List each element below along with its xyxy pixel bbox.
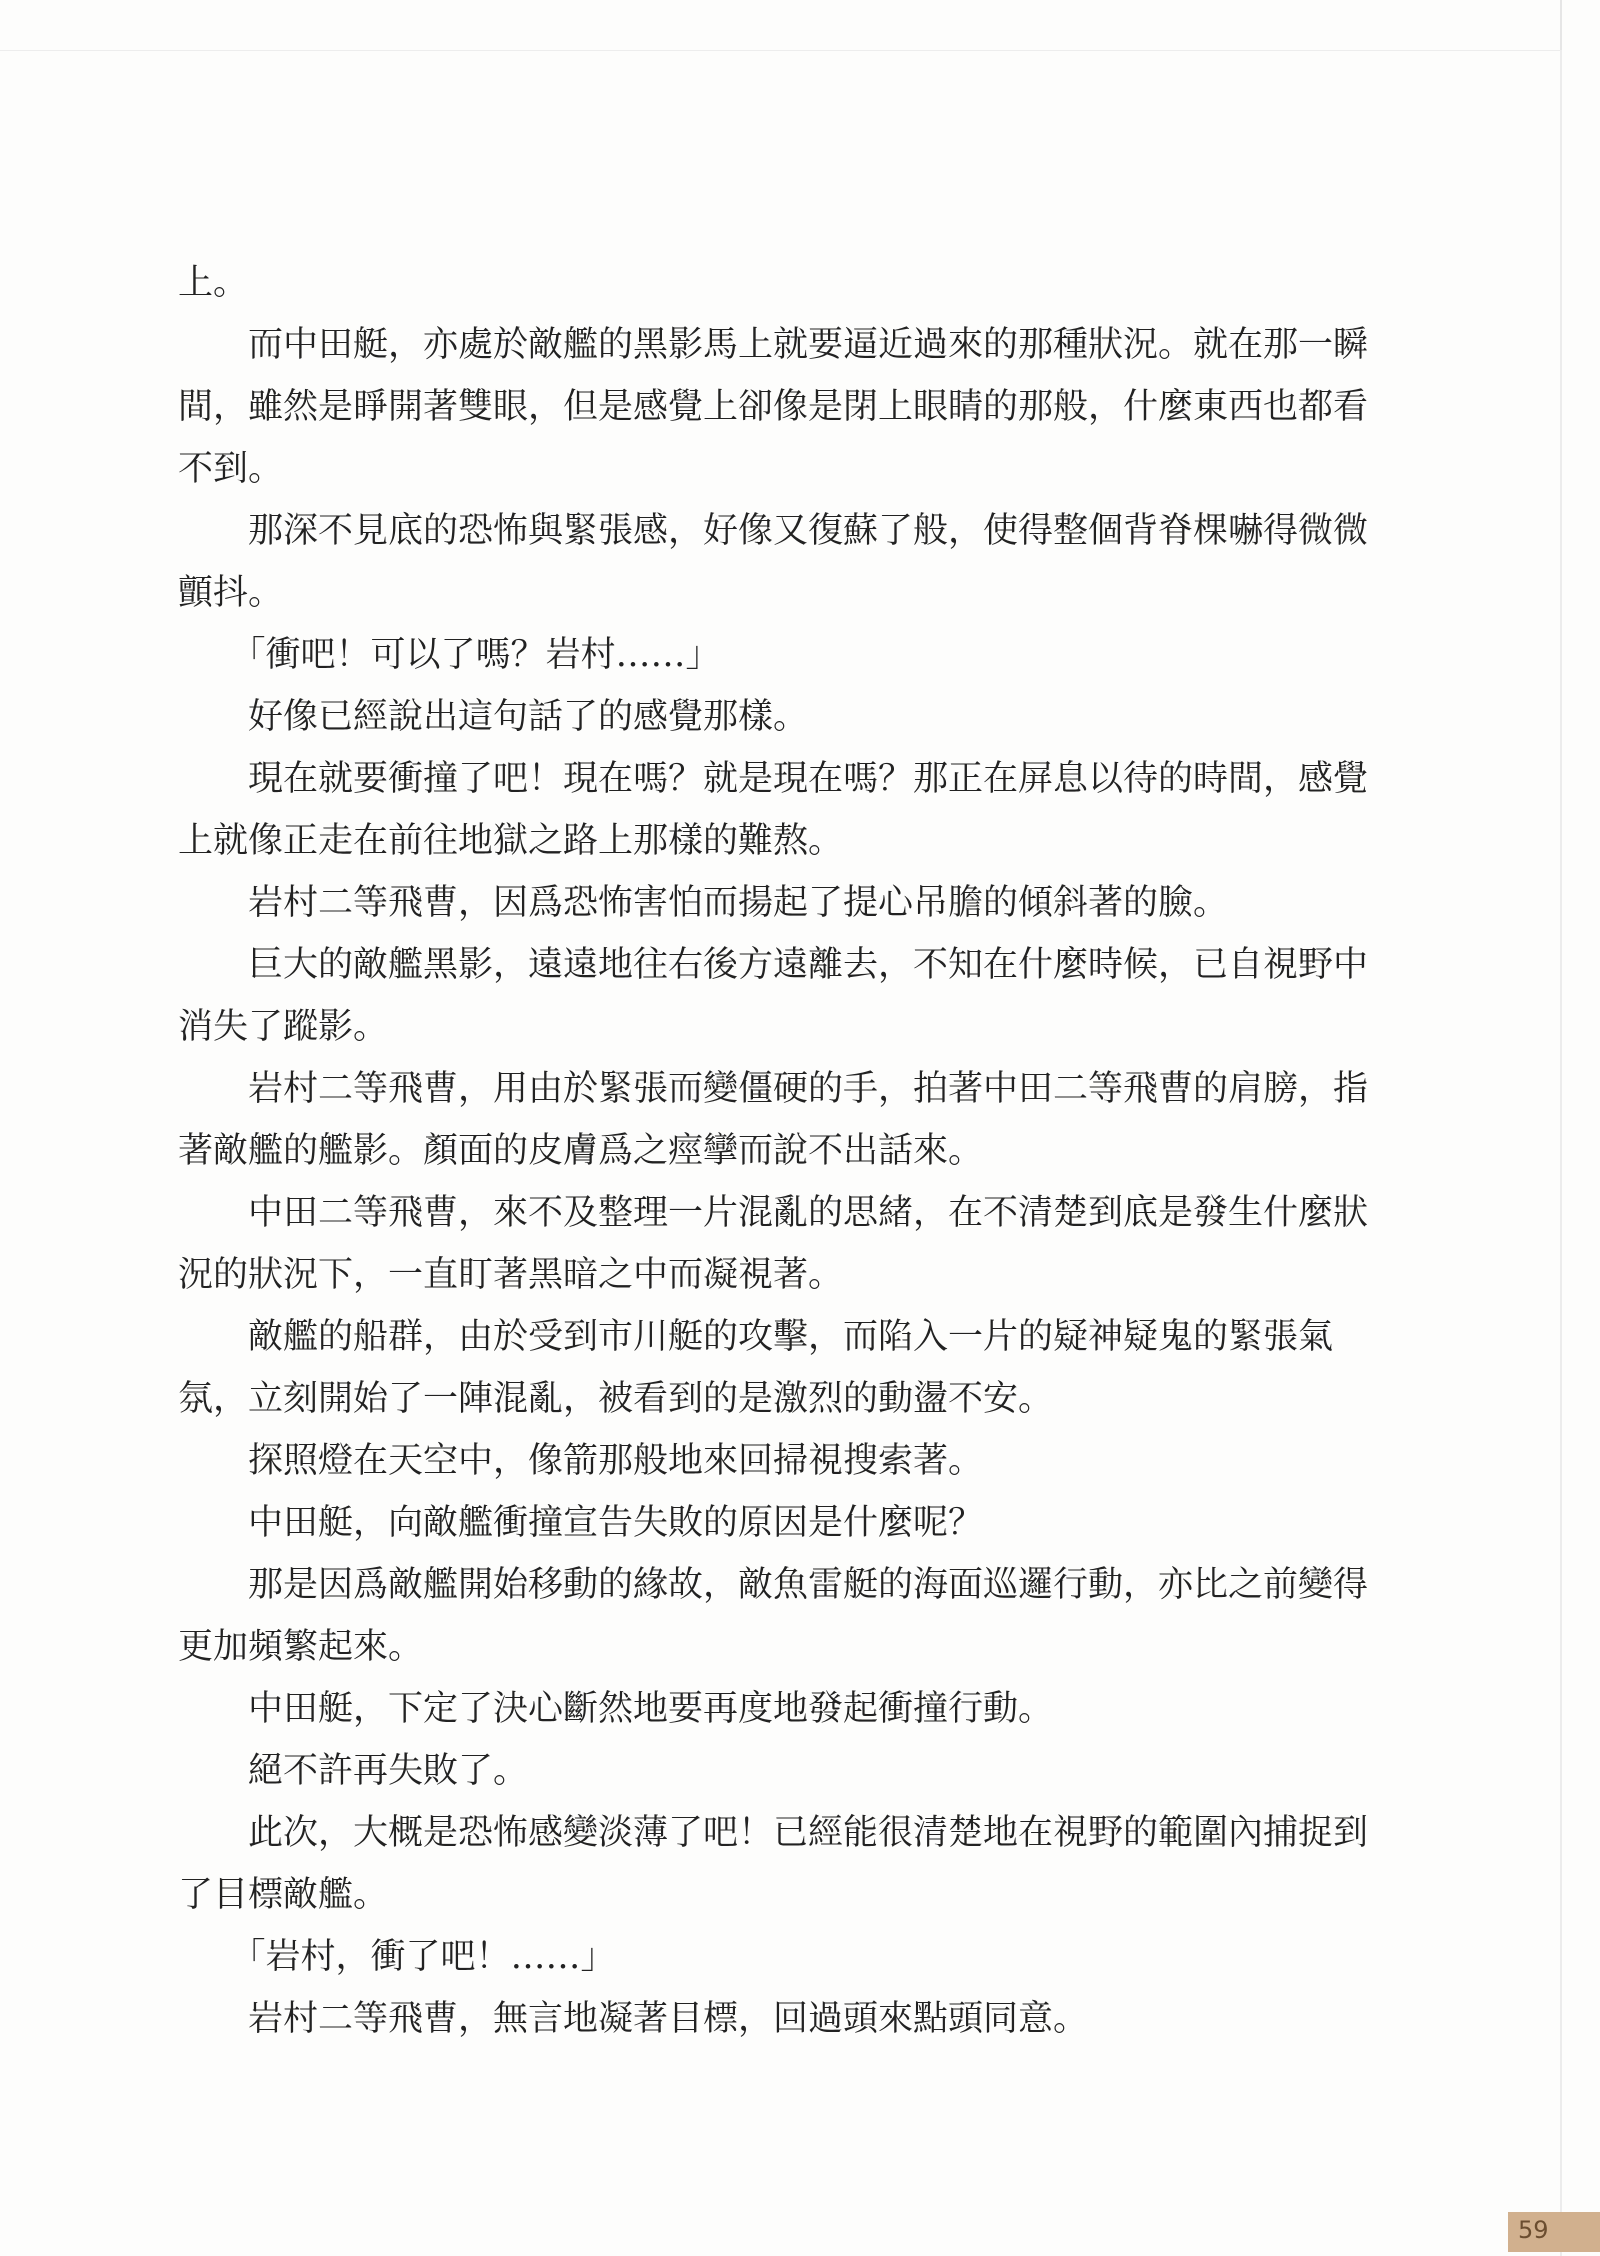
text-line: 況的狀況下，一直盯著黑暗之中而凝視著。 [178, 1255, 844, 1295]
text-line: 間，雖然是睜開著雙眼，但是感覺上卻像是閉上眼睛的那般，什麼東西也都看 [178, 387, 1369, 427]
text-line: 消失了蹤影。 [178, 1007, 389, 1047]
text-line: 巨大的敵艦黑影，遠遠地往右後方遠離去，不知在什麼時候，已自視野中 [178, 945, 1369, 985]
text-line: 著敵艦的艦影。顏面的皮膚爲之痙攣而說不出話來。 [178, 1131, 984, 1171]
text-line: 顫抖。 [178, 573, 284, 613]
text-line: 敵艦的船群，由於受到市川艇的攻擊，而陷入一片的疑神疑鬼的緊張氣 [178, 1317, 1334, 1357]
text-line: 上就像正走在前往地獄之路上那樣的難熬。 [178, 821, 844, 861]
top-page-edge [0, 0, 1562, 51]
text-line: 那深不見底的恐怖與緊張感，好像又復蘇了般，使得整個背脊棵嚇得微微 [178, 511, 1369, 551]
text-line: 探照燈在天空中，像箭那般地來回掃視搜索著。 [178, 1441, 984, 1481]
text-line: 那是因爲敵艦開始移動的緣故，敵魚雷艇的海面巡邏行動，亦比之前變得 [178, 1565, 1369, 1605]
text-line: 氛，立刻開始了一陣混亂，被看到的是激烈的動盪不安。 [178, 1379, 1054, 1419]
text-line: 岩村二等飛曹，無言地凝著目標，回過頭來點頭同意。 [178, 1999, 1089, 2039]
text-line: 上。 [178, 263, 249, 303]
text-line: 絕不許再失敗了。 [178, 1751, 529, 1791]
right-page-edge [1560, 50, 1562, 2256]
text-body [178, 252, 1368, 2050]
text-line: 此次，大概是恐怖感變淡薄了吧！已經能很清楚地在視野的範圍內捕捉到 [178, 1813, 1369, 1853]
text-line: 現在就要衝撞了吧！現在嗎？就是現在嗎？那正在屏息以待的時間，感覺 [178, 759, 1369, 799]
text-line: 好像已經說出這句話了的感覺那樣。 [178, 697, 809, 737]
text-line: 中田艇，下定了決心斷然地要再度地發起衝撞行動。 [178, 1689, 1054, 1729]
text-line: 「衝吧！可以了嗎？岩村……」 [178, 635, 721, 675]
text-line: 更加頻繁起來。 [178, 1627, 424, 1667]
text-line: 岩村二等飛曹，用由於緊張而變僵硬的手，拍著中田二等飛曹的肩膀，指 [178, 1069, 1369, 1109]
text-line: 不到。 [178, 449, 284, 489]
page-number: 59 [1518, 2216, 1549, 2244]
text-line: 「岩村，衝了吧！……」 [178, 1937, 616, 1977]
text-line: 中田二等飛曹，來不及整理一片混亂的思緒，在不清楚到底是發生什麼狀 [178, 1193, 1369, 1233]
text-line: 岩村二等飛曹，因爲恐怖害怕而揚起了提心吊膽的傾斜著的臉。 [178, 883, 1229, 923]
page-number-tab [1508, 2212, 1600, 2252]
text-line: 了目標敵艦。 [178, 1875, 389, 1915]
text-line: 而中田艇，亦處於敵艦的黑影馬上就要逼近過來的那種狀況。就在那一瞬 [178, 325, 1369, 365]
text-line: 中田艇，向敵艦衝撞宣告失敗的原因是什麼呢？ [178, 1503, 984, 1543]
